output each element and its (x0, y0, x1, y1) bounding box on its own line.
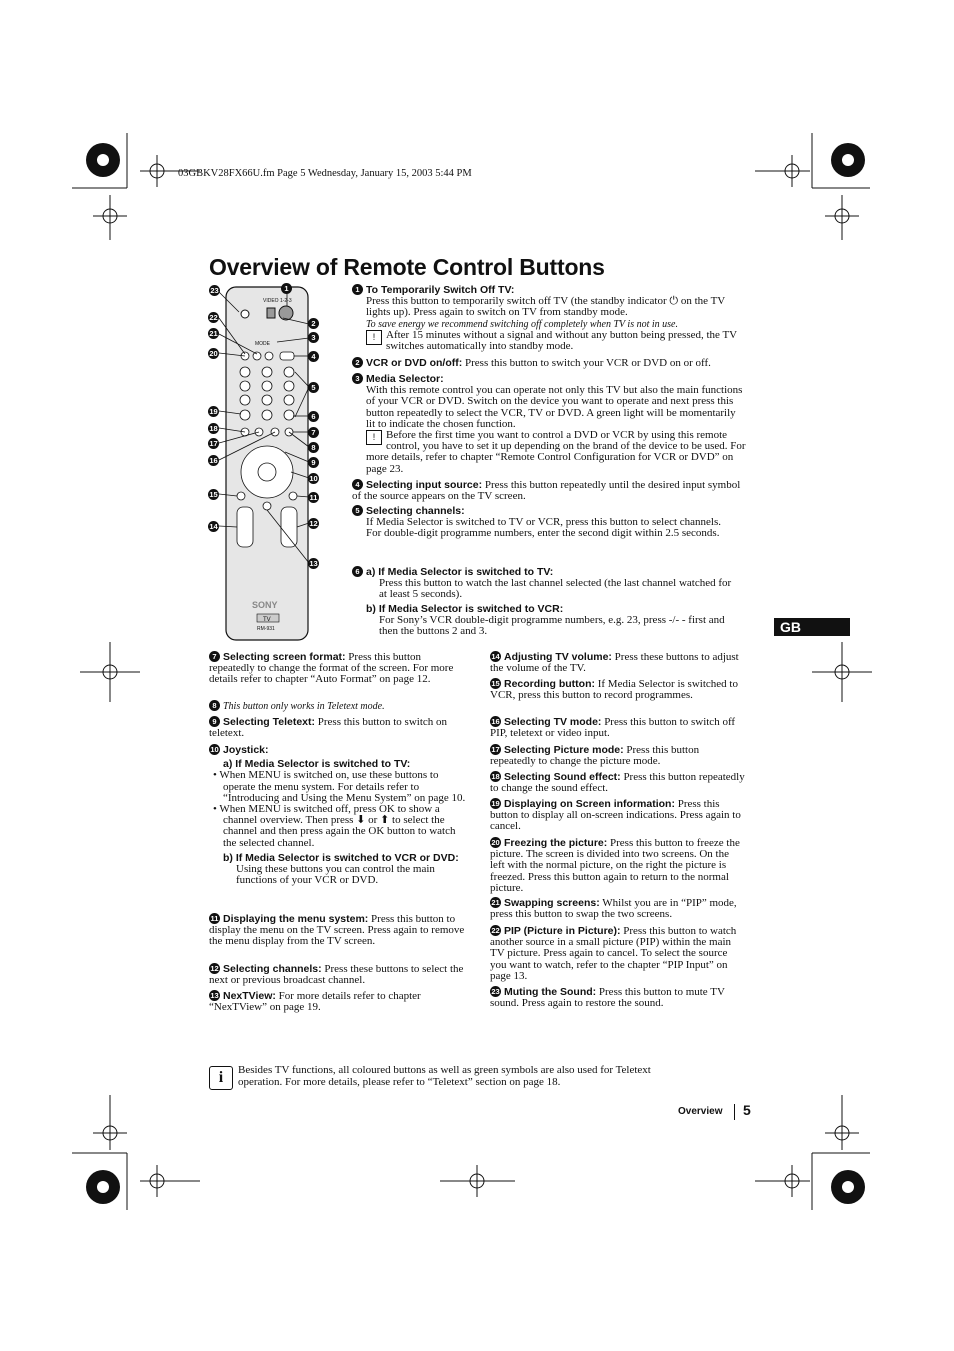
item-10-bullet-1: • When MENU is switched on, use these buttons to operate the menu system. For details refer to “Introducing and Using the Menu System” on page 10. (213, 769, 466, 804)
callout-17: 17 (209, 439, 218, 448)
item-21-number: 21 (491, 898, 500, 907)
item-20-body: Press this button to freeze the picture. The screen is divided into two screens. On the left with the normal picture, on the right the picture is freezed. Press this button again to return to the normal picture. (490, 837, 740, 894)
callout-15: 15 (209, 490, 218, 499)
item-6-number: 6 (352, 566, 363, 577)
item-8-number: 8 (209, 700, 220, 711)
callout-16: 16 (209, 456, 218, 465)
item-14 (490, 651, 746, 674)
item-15-body: If Media Selector is switched to VCR, press this button to record programmes. (490, 678, 738, 702)
item-14-title: Adjusting TV volume: (504, 651, 612, 663)
item-21-body: Whilst you are in “PIP” mode, press this button to swap the two screens. (490, 897, 737, 921)
callout-20: 20 (209, 349, 218, 358)
item-18 (490, 771, 746, 794)
arrow-down-icon: ⬇ (356, 814, 366, 827)
page-title: Overview of Remote Control Buttons (209, 254, 605, 280)
item-10-number: 10 (210, 745, 219, 754)
item-4-body: Press this button repeatedly until the desired input symbol of the source appears on the TV screen. (352, 479, 741, 503)
item-19-body: Press this button to display all on-screen indications. Press again to cancel. (490, 798, 741, 833)
item-1-title: To Temporarily Switch Off TV: (366, 284, 515, 296)
warning-icon: ! (366, 430, 382, 445)
item-15 (490, 678, 746, 701)
item-19 (490, 798, 746, 833)
item-11 (209, 913, 467, 948)
item-2-body: Press this button to switch your VCR or DVD on or off. (465, 357, 711, 369)
item-12-title: Selecting channels: (223, 963, 322, 975)
item-6-body-a: Press this button to watch the last channel selected (the last channel watched for at least 5 seconds). (379, 577, 732, 601)
item-13 (209, 990, 467, 1013)
item-23-body: Press this button to mute TV sound. Press again to restore the sound. (490, 986, 725, 1010)
item-6-body-b: For Sony’s VCR double-digit programme numbers, e.g. 23, press -/- - first and then the buttons 2 and 3. (379, 613, 725, 638)
item-7 (209, 651, 467, 686)
callout-23: 23 (210, 286, 219, 295)
item-5-body: If Media Selector is switched to TV or VCR, press this button to select channels. (366, 516, 722, 529)
item-21 (490, 897, 746, 920)
info-icon: i (209, 1066, 233, 1090)
item-16-number: 16 (491, 717, 500, 726)
callout-22: 22 (209, 313, 218, 322)
remote-brand-label: SONY (252, 600, 278, 610)
item-20-number: 20 (491, 838, 500, 847)
item-7-body: Press this button repeatedly to change the format of the screen. For more details refer to chapter “Auto Format” on page 12. (209, 651, 454, 686)
item-12-number: 12 (210, 964, 219, 973)
item-5-body-2: For double-digit programme numbers, enter the second digit within 2.5 seconds. (366, 527, 720, 540)
item-7-title: Selecting screen format: (223, 651, 346, 663)
language-tab: GB (774, 618, 850, 636)
item-5-number: 5 (352, 505, 363, 516)
item-2-title: VCR or DVD on/off: (366, 357, 463, 369)
item-17-body: Press this button repeatedly to change the picture mode. (490, 744, 700, 768)
item-13-body: For more details refer to chapter “NexTView” on page 19. (209, 990, 421, 1014)
item-11-title: Displaying the menu system: (223, 913, 369, 925)
item-20-title: Freezing the picture: (504, 837, 608, 849)
item-17-title: Selecting Picture mode: (504, 744, 624, 756)
remote-video-label: VIDEO 1-2-3 (263, 298, 292, 304)
item-19-number: 19 (491, 799, 500, 808)
remote-model-label: RM-931 (257, 626, 275, 632)
info-note: Besides TV functions, all coloured buttons as well as green symbols are also used for Teletext operation. For more details, please refer to “Teletext” section on page 18. (238, 1064, 651, 1088)
item-10-sub-a: a) If Media Selector is switched to TV: (223, 758, 411, 771)
item-13-title: NexTView: (223, 990, 276, 1002)
item-7-number: 7 (209, 651, 220, 662)
item-10 (209, 744, 467, 886)
item-23-number: 23 (491, 987, 500, 996)
callout-2: 2 (308, 318, 319, 329)
item-10-title: Joystick: (223, 744, 269, 756)
item-10-sub-b-body: Using these buttons you can control the main functions of your VCR or DVD. (236, 863, 435, 887)
callout-13: 13 (309, 559, 318, 568)
remote-mode-label: MODE (255, 341, 270, 347)
item-1-note: To save energy we recommend switching off completely when TV is not in use. (366, 318, 678, 330)
callout-3: 3 (308, 332, 319, 343)
callout-19: 19 (209, 407, 218, 416)
callout-4: 4 (308, 351, 319, 362)
arrow-up-icon: ⬆ (380, 814, 390, 827)
footer-section: Overview (678, 1106, 723, 1117)
callout-9: 9 (308, 457, 319, 468)
item-12 (209, 963, 467, 986)
item-23 (490, 986, 746, 1009)
item-4-number: 4 (352, 479, 363, 490)
page-number: 5 (743, 1102, 751, 1118)
item-17 (490, 744, 746, 767)
item-22 (490, 925, 746, 982)
item-6 (352, 566, 732, 637)
item-13-number: 13 (210, 991, 219, 1000)
item-18-number: 18 (491, 772, 500, 781)
item-3-body: With this remote control you can operate not only this TV but also the main functions of your VCR or DVD. Switch on the device you want to operate and next press this button repeatedly to select the VCR, TV or DVD. A green light will be momentarily lit to indicate the chosen function. (366, 384, 743, 430)
item-3-title: Media Selector: (366, 373, 444, 385)
callout-12: 12 (309, 519, 318, 528)
item-20 (490, 837, 746, 894)
item-2-number: 2 (352, 357, 363, 368)
item-3-number: 3 (352, 373, 363, 384)
callout-10: 10 (309, 474, 318, 483)
item-14-number: 14 (491, 652, 500, 661)
item-15-number: 15 (491, 679, 500, 688)
item-11-number: 11 (210, 914, 219, 923)
item-19-title: Displaying on Screen information: (504, 798, 675, 810)
item-18-body: Press this button repeatedly to change the sound effect. (490, 771, 745, 795)
item-6-title-a: a) If Media Selector is switched to TV: (366, 566, 554, 578)
item-8-note: This button only works in Teletext mode. (223, 701, 385, 712)
item-18-title: Selecting Sound effect: (504, 771, 621, 783)
callout-8: 8 (308, 442, 319, 453)
item-17-number: 17 (491, 745, 500, 754)
item-10-bullet-2: • When MENU is switched off, press OK to show a channel overview. Then press ⬇ or ⬆ to select the channel and then press again the OK button to watch the selected channel. (213, 803, 456, 849)
item-8 (209, 700, 467, 712)
callout-1: 1 (281, 283, 292, 294)
item-22-body: Press this button to watch another source in a small picture (PIP) within the main TV picture. Press again to cancel. To select the source you want to watch, refer to the chapter “PIP Input” on page 13. (490, 925, 737, 982)
callout-14: 14 (209, 522, 218, 531)
item-1-number: 1 (352, 284, 363, 295)
item-10-bullet-1-text: When MENU is switched on, use these buttons to operate the menu system. For details refer to “Introducing and Using the Menu System” on page 10. (219, 769, 466, 804)
callout-5: 5 (308, 382, 319, 393)
item-10-bullet-2-a: When MENU is switched off, press OK to show a channel overview. Then press (219, 803, 440, 827)
item-14-body: Press these buttons to adjust the volume of the TV. (490, 651, 739, 675)
item-1-warning: After 15 minutes without a signal and without any button being pressed, the TV switches automatically into standby mode. (386, 329, 737, 353)
callout-6: 6 (308, 411, 319, 422)
item-5-title: Selecting channels: (366, 505, 465, 517)
item-11-body: Press this button to display the menu on the TV screen. Press again to remove the menu display from the TV screen. (209, 913, 465, 948)
item-21-title: Swapping screens: (504, 897, 600, 909)
item-16 (490, 716, 746, 739)
item-23-title: Muting the Sound: (504, 986, 597, 998)
item-4 (352, 479, 747, 502)
item-3 (352, 373, 747, 475)
callout-18: 18 (209, 424, 218, 433)
item-22-number: 22 (491, 926, 500, 935)
item-10-sub-b: b) If Media Selector is switched to VCR or DVD: (223, 851, 459, 864)
item-9 (209, 716, 467, 739)
remote-callout-numbers (205, 282, 325, 582)
item-12-body: Press these buttons to select the next or previous broadcast channel. (209, 963, 464, 987)
item-6-title-b: b) If Media Selector is switched to VCR: (366, 602, 564, 615)
item-2 (352, 357, 747, 369)
item-9-title: Selecting Teletext: (223, 716, 315, 728)
warning-icon: ! (366, 330, 382, 345)
item-16-title: Selecting TV mode: (504, 716, 602, 728)
remote-tv-label: TV (263, 617, 271, 623)
file-header: 03GBKV28FX66U.fm Page 5 Wednesday, January 15, 2003 5:44 PM (178, 168, 472, 179)
item-1 (352, 284, 747, 352)
item-4-title: Selecting input source: (366, 479, 483, 491)
callout-7: 7 (308, 427, 319, 438)
item-5 (352, 505, 732, 540)
item-9-body: Press this button to switch on teletext. (209, 716, 448, 740)
item-15-title: Recording button: (504, 678, 595, 690)
item-3-warning: Before the first time you want to control a DVD or VCR by using this remote control, you have to set it up depending on the brand of the device to be used. For more details, refer to chapter “Remote Control Configuration for VCR or DVD” on page 23. (366, 430, 746, 475)
footer-divider (734, 1104, 735, 1120)
item-10-bullet-2-b: or (368, 814, 378, 827)
item-9-number: 9 (209, 716, 220, 727)
item-1-body: Press this button to temporarily switch off TV (the standby indicator ⏻ on the TV lights up). Press again to switch on TV from standby mode. (366, 295, 726, 319)
callout-11: 11 (309, 493, 318, 502)
item-16-body: Press this button to switch off PIP, teletext or video input. (490, 716, 736, 740)
callout-21: 21 (209, 329, 218, 338)
item-22-title: PIP (Picture in Picture): (504, 925, 621, 937)
item-10-bullet-2-c: to select the channel and then press again the OK button to watch the selected channel. (223, 814, 456, 849)
